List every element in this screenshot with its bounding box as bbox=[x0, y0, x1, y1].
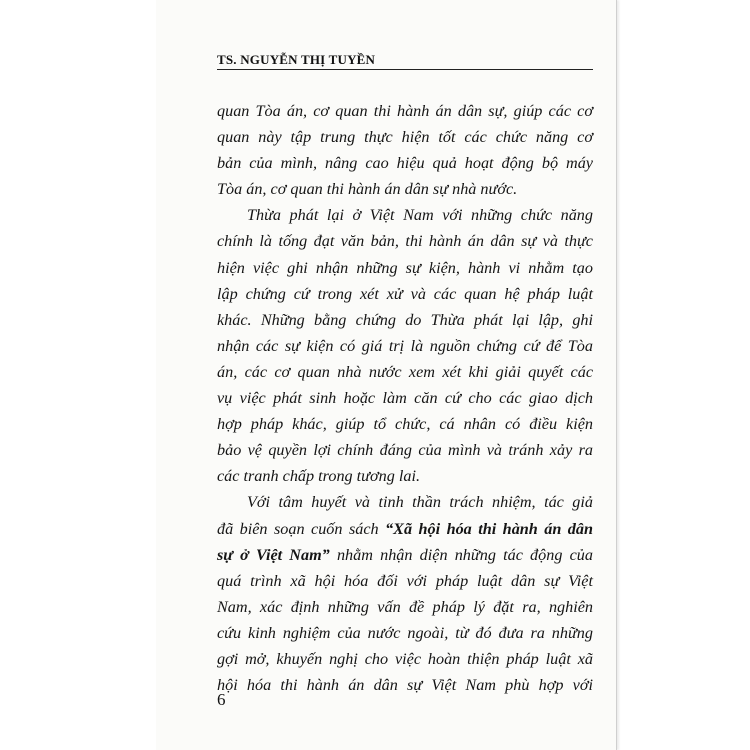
text-line bbox=[217, 542, 593, 568]
text-segment: nhằm nhận diện những tác động của bbox=[329, 545, 593, 564]
text-line: quan này tập trung thực hiện tốt các chức năng cơ bbox=[217, 128, 593, 147]
text-segment: đã biên soạn cuốn sách bbox=[217, 519, 386, 538]
body-text bbox=[217, 98, 593, 698]
text-line: hội hóa thi hành án dân sự Việt Nam phù hợp với bbox=[217, 676, 593, 695]
header-rule bbox=[217, 69, 593, 70]
text-line: hiện việc ghi nhận những sự kiện, hành vi nhằm tạo bbox=[217, 258, 593, 277]
running-head: TS. NGUYỄN THỊ TUYỀN bbox=[217, 52, 376, 67]
text-line: hợp pháp khác, giúp tổ chức, cá nhân có điều kiện bbox=[217, 415, 593, 434]
book-title: “Xã hội hóa thi hành án dân bbox=[385, 519, 593, 538]
text-line: Với tâm huyết và tinh thần trách nhiệm, tác giả bbox=[247, 493, 593, 512]
text-line: Thừa phát lại ở Việt Nam với những chức năng bbox=[247, 206, 593, 225]
book-title: sự ở Việt Nam” bbox=[217, 545, 330, 564]
text-line: cứu kinh nghiệm của nước ngoài, từ đó đưa ra những bbox=[217, 623, 593, 642]
text-line: quan Tòa án, cơ quan thi hành án dân sự, giúp các cơ bbox=[217, 102, 593, 120]
text-line: gợi mở, khuyến nghị cho việc hoàn thiện pháp luật xã bbox=[217, 649, 593, 668]
text-line: khác. Những bằng chứng do Thừa phát lại lập, ghi bbox=[217, 310, 593, 329]
text-line: bản của mình, nâng cao hiệu quả hoạt động bộ máy bbox=[217, 154, 593, 173]
text-line bbox=[217, 516, 593, 542]
text-line: vụ việc phát sinh hoặc làm căn cứ cho các giao dịch bbox=[217, 389, 593, 408]
text-line: lập chứng cứ trong xét xử và các quan hệ pháp luật bbox=[217, 284, 593, 303]
page-number: 6 bbox=[217, 690, 226, 709]
text-line: quá trình xã hội hóa đối với pháp luật dân sự Việt bbox=[217, 571, 593, 590]
text-line: án, các cơ quan nhà nước xem xét khi giải quyết các bbox=[217, 362, 593, 381]
text-line: chính là tống đạt văn bản, thi hành án dân sự và thực bbox=[217, 232, 593, 251]
text-line: bảo vệ quyền lợi chính đáng của mình và tránh xảy ra bbox=[217, 441, 593, 460]
text-line: các tranh chấp trong tương lai. bbox=[217, 467, 421, 486]
book-page bbox=[156, 0, 617, 750]
text-line: Nam, xác định những vấn đề pháp lý đặt ra, nghiên bbox=[217, 597, 593, 616]
text-line: nhận các sự kiện có giá trị là nguồn chứng cứ để Tòa bbox=[217, 336, 593, 355]
text-line: Tòa án, cơ quan thi hành án dân sự nhà nước. bbox=[217, 180, 518, 199]
